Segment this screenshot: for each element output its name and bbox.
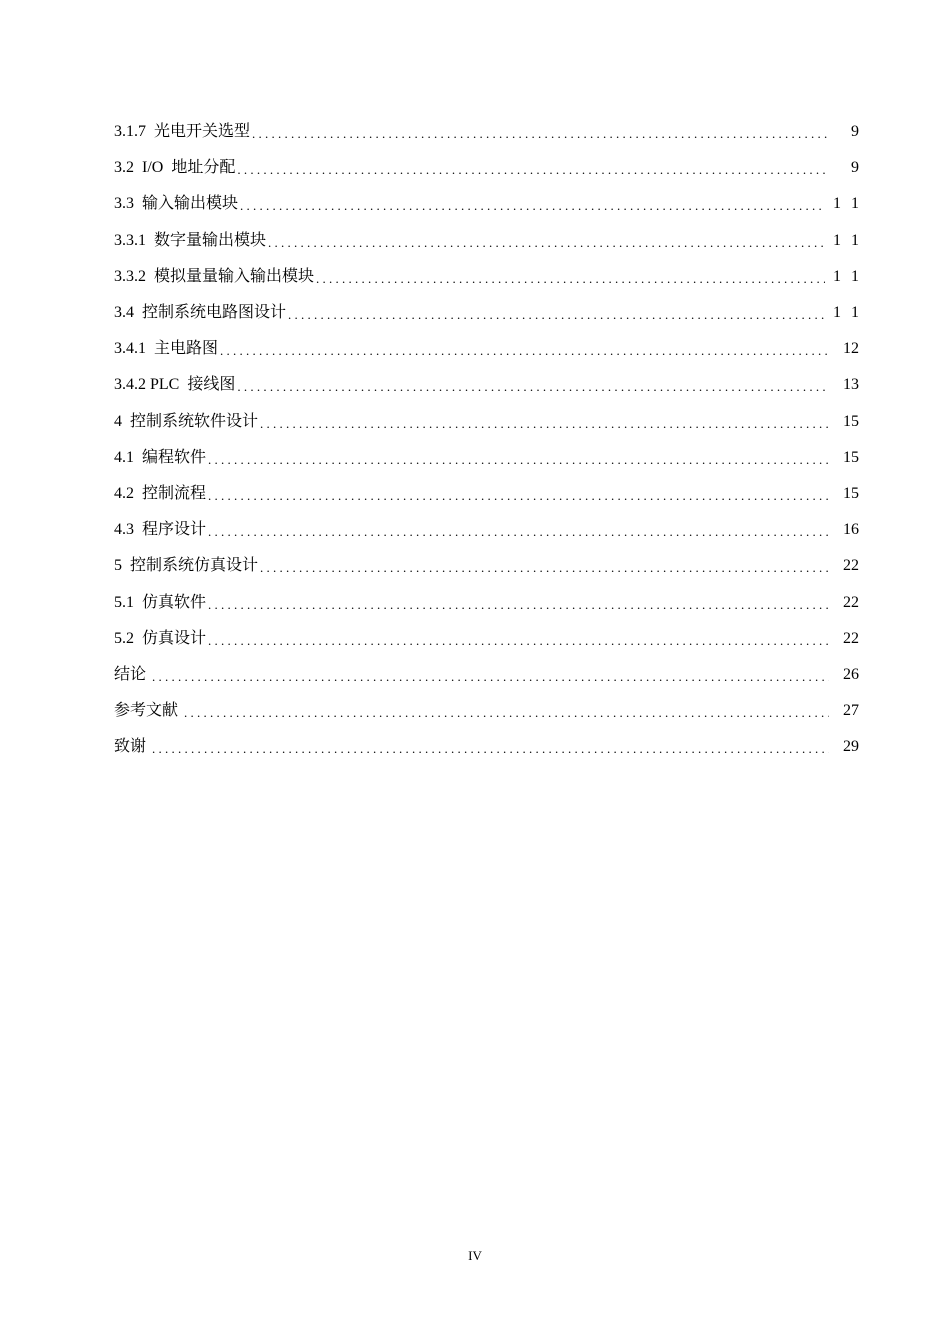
- toc-entry[interactable]: [114, 440, 859, 476]
- toc-entry-page: 16: [843, 521, 859, 539]
- toc-entry-page: 1 1: [833, 195, 862, 213]
- toc-entry-title: 3.3.1 数字量输出模块: [114, 231, 267, 249]
- toc-entry-page: 22: [843, 629, 859, 647]
- page-number: IV: [468, 1248, 482, 1263]
- toc-dot-leader: [258, 558, 829, 578]
- toc-entry[interactable]: [114, 223, 862, 259]
- toc-entry-page: 1 1: [833, 231, 862, 249]
- toc-entry[interactable]: [114, 186, 862, 222]
- toc-entry-title: 参考文献: [114, 702, 183, 720]
- toc-entry-title: 结论: [114, 665, 151, 683]
- toc-dot-leader: [235, 377, 829, 397]
- toc-entry-title: 3.4 控制系统电路图设计: [114, 304, 287, 322]
- toc-entry-title: 3.3.2 模拟量量输入输出模块: [114, 267, 315, 285]
- toc-entry[interactable]: [114, 584, 859, 620]
- toc-entry[interactable]: [114, 621, 859, 657]
- toc-dot-leader: [250, 124, 829, 144]
- toc-entry-title: 5.1 仿真软件: [114, 593, 207, 611]
- toc-entry-page: 15: [843, 448, 859, 466]
- toc-entry[interactable]: [114, 259, 862, 295]
- toc-dot-leader: [235, 160, 829, 180]
- toc-dot-leader: [266, 233, 825, 253]
- toc-dot-leader: [206, 595, 829, 615]
- toc-dot-leader: [314, 269, 825, 289]
- toc-entry-title: 4.1 编程软件: [114, 448, 207, 466]
- toc-dot-leader: [206, 450, 829, 470]
- toc-entry-title: 致谢: [114, 738, 151, 756]
- toc-entry-title: 5 控制系统仿真设计: [114, 557, 259, 575]
- toc-entry-page: 22: [843, 593, 859, 611]
- toc-entry-page: 29: [843, 738, 859, 756]
- toc-entry-page: 12: [843, 340, 859, 358]
- toc-entry-page: 9: [851, 159, 859, 177]
- table-of-contents: [114, 114, 862, 765]
- toc-entry[interactable]: [114, 150, 859, 186]
- toc-entry[interactable]: [114, 693, 859, 729]
- toc-entry-page: 1 1: [833, 267, 862, 285]
- toc-entry[interactable]: [114, 114, 859, 150]
- toc-entry-page: 15: [843, 412, 859, 430]
- toc-entry[interactable]: [114, 476, 859, 512]
- toc-dot-leader: [218, 341, 829, 361]
- toc-entry-title: 4.2 控制流程: [114, 484, 207, 502]
- toc-entry[interactable]: [114, 331, 859, 367]
- toc-entry-title: 4 控制系统软件设计: [114, 412, 259, 430]
- toc-dot-leader: [182, 703, 829, 723]
- toc-entry-title: 3.3 输入输出模块: [114, 195, 239, 213]
- toc-dot-leader: [258, 414, 829, 434]
- toc-entry-title: 5.2 仿真设计: [114, 629, 207, 647]
- toc-entry[interactable]: [114, 657, 859, 693]
- toc-entry[interactable]: [114, 548, 859, 584]
- toc-entry-title: 3.4.1 主电路图: [114, 340, 219, 358]
- toc-entry-page: 26: [843, 665, 859, 683]
- toc-entry[interactable]: [114, 367, 859, 403]
- toc-dot-leader: [286, 305, 825, 325]
- toc-entry-title: 4.3 程序设计: [114, 521, 207, 539]
- toc-entry-page: 13: [843, 376, 859, 394]
- toc-entry-page: 22: [843, 557, 859, 575]
- toc-dot-leader: [206, 631, 829, 651]
- toc-entry-page: 9: [851, 123, 859, 141]
- toc-entry-page: 15: [843, 484, 859, 502]
- toc-dot-leader: [238, 196, 825, 216]
- toc-dot-leader: [206, 486, 829, 506]
- toc-entry-page: 27: [843, 702, 859, 720]
- toc-entry[interactable]: [114, 404, 859, 440]
- toc-entry[interactable]: [114, 512, 859, 548]
- toc-entry-title: 3.4.2 PLC 接线图: [114, 376, 236, 394]
- toc-dot-leader: [150, 739, 829, 759]
- toc-entry[interactable]: [114, 729, 859, 765]
- toc-entry-title: 3.1.7 光电开关选型: [114, 123, 251, 141]
- toc-entry-title: 3.2 I/O 地址分配: [114, 159, 236, 177]
- toc-dot-leader: [206, 522, 829, 542]
- toc-entry[interactable]: [114, 295, 862, 331]
- toc-entry-page: 1 1: [833, 304, 862, 322]
- toc-dot-leader: [150, 667, 829, 687]
